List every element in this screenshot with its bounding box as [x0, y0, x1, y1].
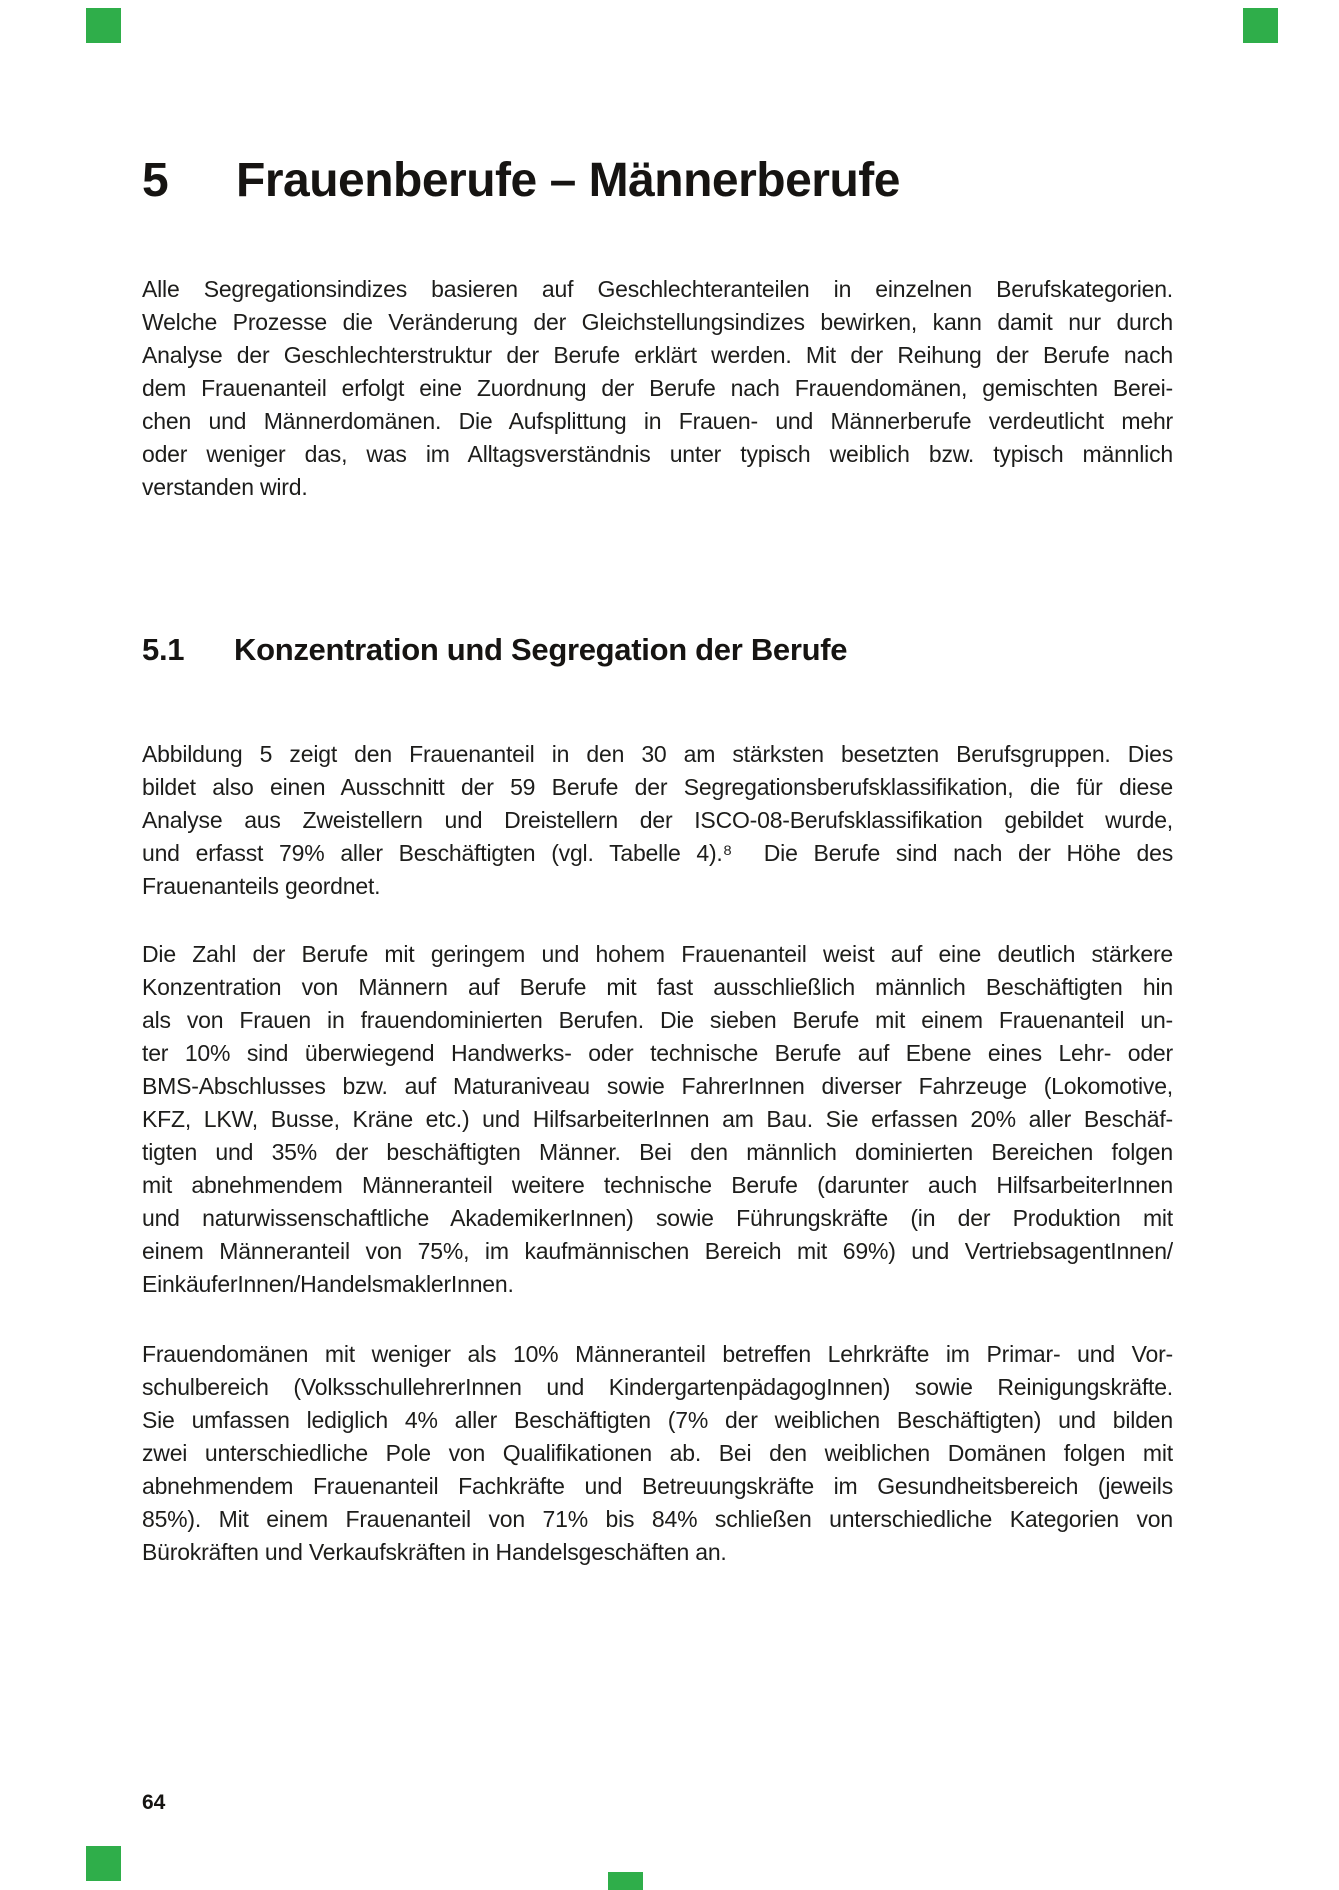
- text-line: BMS-Abschlusses bzw. auf Maturaniveau sowie FahrerInnen diverser Fahrzeuge (Lokomotive,: [142, 1073, 1173, 1099]
- green-marker-bottom-left: [86, 1846, 121, 1881]
- text-line: und naturwissenschaftliche AkademikerInnen) sowie Führungskräfte (in der Produktion mit: [142, 1205, 1173, 1231]
- green-marker-bottom-center: [608, 1872, 643, 1890]
- text-line: und erfasst 79% aller Beschäftigten (vgl. Tabelle 4).⁸ Die Berufe sind nach der Höhe des: [142, 840, 1173, 866]
- text-line: Abbildung 5 zeigt den Frauenanteil in den 30 am stärksten besetzten Berufsgruppen. Dies: [142, 741, 1173, 767]
- text-line: schulbereich (VolksschullehrerInnen und KindergartenpädagogInnen) sowie Reinigungskräfte.: [142, 1374, 1173, 1400]
- text-line: chen und Männerdomänen. Die Aufsplittung in Frauen- und Männerberufe verdeutlicht mehr: [142, 408, 1173, 434]
- text-line: bildet also einen Ausschnitt der 59 Berufe der Segregationsberufsklassifikation, die für diese: [142, 774, 1173, 800]
- text-line: Welche Prozesse die Veränderung der Gleichstellungsindizes bewirken, kann damit nur durch: [142, 309, 1173, 335]
- text-line: Die Zahl der Berufe mit geringem und hohem Frauenanteil weist auf eine deutlich stärkere: [142, 941, 1173, 967]
- text-line: Konzentration von Männern auf Berufe mit fast ausschließlich männlich Beschäftigten hin: [142, 974, 1173, 1000]
- text-line: ter 10% sind überwiegend Handwerks- oder technische Berufe auf Ebene eines Lehr- oder: [142, 1040, 1173, 1066]
- page-number: 64: [142, 1791, 166, 1814]
- text-line: tigten und 35% der beschäftigten Männer. Bei den männlich dominierten Bereichen folgen: [142, 1139, 1173, 1165]
- section-title: Konzentration und Segregation der Berufe: [234, 632, 848, 667]
- text-line: mit abnehmendem Männeranteil weitere technische Berufe (darunter auch HilfsarbeiterInnen: [142, 1172, 1173, 1198]
- section-number: 5.1: [142, 632, 185, 667]
- text-line: als von Frauen in frauendominierten Berufen. Die sieben Berufe mit einem Frauenanteil un-: [142, 1007, 1173, 1033]
- paragraph-maennerberufe: [142, 941, 1173, 1304]
- paragraph-frauendomaenen: [142, 1341, 1173, 1572]
- paragraph-intro: [142, 276, 1173, 507]
- text-line: oder weniger das, was im Alltagsverständnis unter typisch weiblich bzw. typisch männlich: [142, 441, 1173, 467]
- section-heading: [142, 634, 1173, 665]
- text-line: 85%). Mit einem Frauenanteil von 71% bis 84% schließen unterschiedliche Kategorien von: [142, 1506, 1173, 1532]
- paragraph-abbildung: [142, 741, 1173, 906]
- text-line: EinkäuferInnen/HandelsmaklerInnen.: [142, 1271, 514, 1297]
- chapter-heading: [142, 154, 1173, 207]
- text-line: Alle Segregationsindizes basieren auf Geschlechteranteilen in einzelnen Berufskategorien.: [142, 276, 1173, 302]
- text-line: KFZ, LKW, Busse, Kräne etc.) und HilfsarbeiterInnen am Bau. Sie erfassen 20% aller Beschäf-: [142, 1106, 1173, 1132]
- text-line: Analyse aus Zweistellern und Dreistellern der ISCO-08-Berufsklassifikation gebildet wurde,: [142, 807, 1173, 833]
- text-line: Sie umfassen lediglich 4% aller Beschäftigten (7% der weiblichen Beschäftigten) und bilden: [142, 1407, 1173, 1433]
- green-marker-top-right: [1243, 8, 1278, 43]
- text-line: verstanden wird.: [142, 474, 308, 500]
- chapter-number: 5: [142, 154, 169, 207]
- text-line: Frauenanteils geordnet.: [142, 873, 381, 899]
- text-line: zwei unterschiedliche Pole von Qualifikationen ab. Bei den weiblichen Domänen folgen mit: [142, 1440, 1173, 1466]
- text-line: Bürokräften und Verkaufskräften in Handelsgeschäften an.: [142, 1539, 727, 1565]
- text-line: einem Männeranteil von 75%, im kaufmännischen Bereich mit 69%) und VertriebsagentInnen/: [142, 1238, 1173, 1264]
- text-line: Frauendomänen mit weniger als 10% Männeranteil betreffen Lehrkräfte im Primar- und Vor-: [142, 1341, 1173, 1367]
- text-line: abnehmendem Frauenanteil Fachkräfte und Betreuungskräfte im Gesundheitsbereich (jeweils: [142, 1473, 1173, 1499]
- text-line: Analyse der Geschlechterstruktur der Berufe erklärt werden. Mit der Reihung der Berufe nach: [142, 342, 1173, 368]
- green-marker-top-left: [86, 8, 121, 43]
- text-line: dem Frauenanteil erfolgt eine Zuordnung der Berufe nach Frauendomänen, gemischten Berei-: [142, 375, 1173, 401]
- chapter-title: Frauenberufe – Männerberufe: [236, 154, 900, 207]
